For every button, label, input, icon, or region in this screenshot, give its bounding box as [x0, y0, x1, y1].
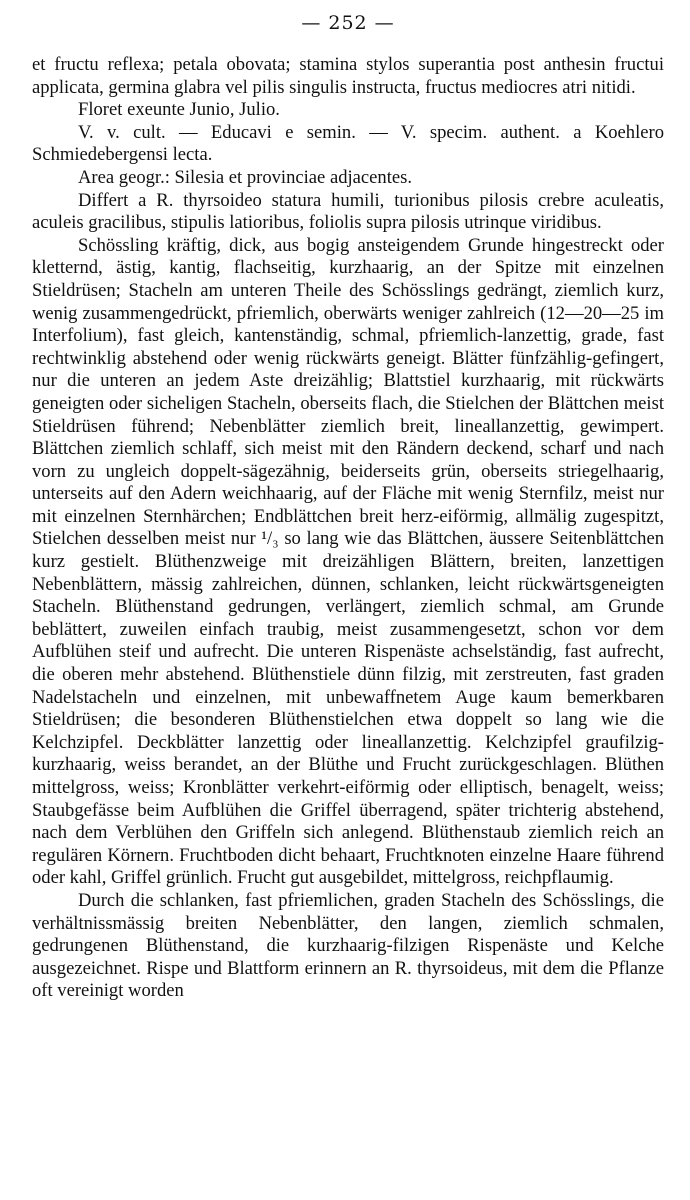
paragraph-distinction: Durch die schlanken, fast pfriemlichen, graden Stacheln des Schösslings, die verhältnissmässig breiten Nebenblätter, den langen, ziemlich schmalen, gedrungenen Blüthenstand, die kurzhaarig-filzigen Rispenäste und Kelche ausgezeichnet. Rispe und Blattform erinnern an R. thyrsoideus, mit dem die Pflanze oft vereinigt worden	[32, 889, 664, 1002]
paragraph-area: Area geogr.: Silesia et provinciae adjacentes.	[78, 166, 413, 188]
paragraph-flowering: Floret exeunte Junio, Julio.	[78, 99, 280, 121]
page-body	[32, 54, 664, 1003]
paragraph-description-end: et fructu reflexa; petala obovata; stamina stylos superantia post anthesin fructui applicata, germina glabra vel pilis singulis instructa, fructus mediocres atri nitidi.	[32, 54, 664, 98]
page-number: — 252 —	[301, 12, 395, 34]
paragraph-differt: Differt a R. thyrsoideo statura humili, turionibus pilosis crebre aculeatis, aculeis gracilibus, stipulis latioribus, foliolis supra pilosis utrinque viridibus.	[32, 189, 664, 234]
paragraph-german-description: Schössling kräftig, dick, aus bogig ansteigendem Grunde hingestreckt oder kletternd, ästig, kantig, flachseitig, kurzhaarig, an der Spitze mit einzelnen Stieldrüsen; Stacheln am unteren Theile des Schösslings gedrängt, ziemlich kurz, wenig zusammengedrückt, pfriemlich, oberwärts weniger zahlreich (12—20—25 im Interfolium), fast gleich, kantenständig, schmal, pfriemlich-lanzettig, grade, fast rechtwinklig abstehend oder wenig rückwärts geneigt. Blätter fünfzählig-gefingert, nur die unteren an jedem Aste dreizählig; Blattstiel kurzhaarig, mit rückwärts geneigten oder sicheligen Stacheln, oberseits flach, die Stielchen der Blättchen meist Stieldrüsen führend; Nebenblätter ziemlich breit, lineallanzettig, gewimpert. Blättchen ziemlich schlaff, sich meist mit den Rändern deckend, scharf und nach vorn zu ungleich doppelt-sägezähnig, beiderseits grün, oberseits striegelhaarig, unterseits auf den Adern weichhaarig, auf der Fläche mit wenig Sternfilz, meist nur mit einzelnen Sternhärchen; Endblättchen breit herz-eiförmig, allmälig zugespitzt, Stielchen desselben meist nur ¹/₃ so lang wie das Blättchen, äussere Seitenblättchen kurz gestielt. Blüthenzweige mit dreizähligen Blättern, breiten, lanzettigen Nebenblättern, mässig zahlreichen, dünnen, schlanken, leicht rückwärtsgeneigten Stacheln. Blüthenstand gedrungen, verlängert, ziemlich schmal, am Grunde beblättert, zuweilen einfach traubig, meist zusammengesetzt, schon vor dem Aufblühen steif und aufrecht. Die unteren Rispenäste achselständig, fast aufrecht, die oberen mehr abstehend. Blüthenstiele dünn filzig, mit zerstreuten, fast graden Nadelstacheln und einzelnen, mit unbewaffnetem Auge kaum bemerkbaren Stieldrüsen; die besonderen Blüthenstielchen etwa doppelt so lang wie die Kelchzipfel. Deckblätter lanzettig oder lineallanzettig. Kelchzipfel graufilzig-kurzhaarig, weiss berandet, an der Blüthe und Frucht zurückgeschlagen. Blüthen mittelgross, weiss; Kronblätter verkehrt-eiförmig oder elliptisch, benagelt, weiss; Staubgefässe beim Aufblühen die Griffel überragend, später trichterig abstehend, nach dem Verblühen den Griffeln sich anlegend. Blüthenstaub ziemlich reich an regulären Körnern. Fruchtboden dicht behaart, Fruchtknoten einzelne Haare führend oder kahl, Griffel grünlich. Frucht gut ausgebildet, mittelgross, reichpflaumig.	[32, 234, 664, 889]
paragraph-specimens: V. v. cult. — Educavi e semin. — V. specim. authent. a Koehlero Schmiedebergensi lecta.	[32, 121, 664, 166]
